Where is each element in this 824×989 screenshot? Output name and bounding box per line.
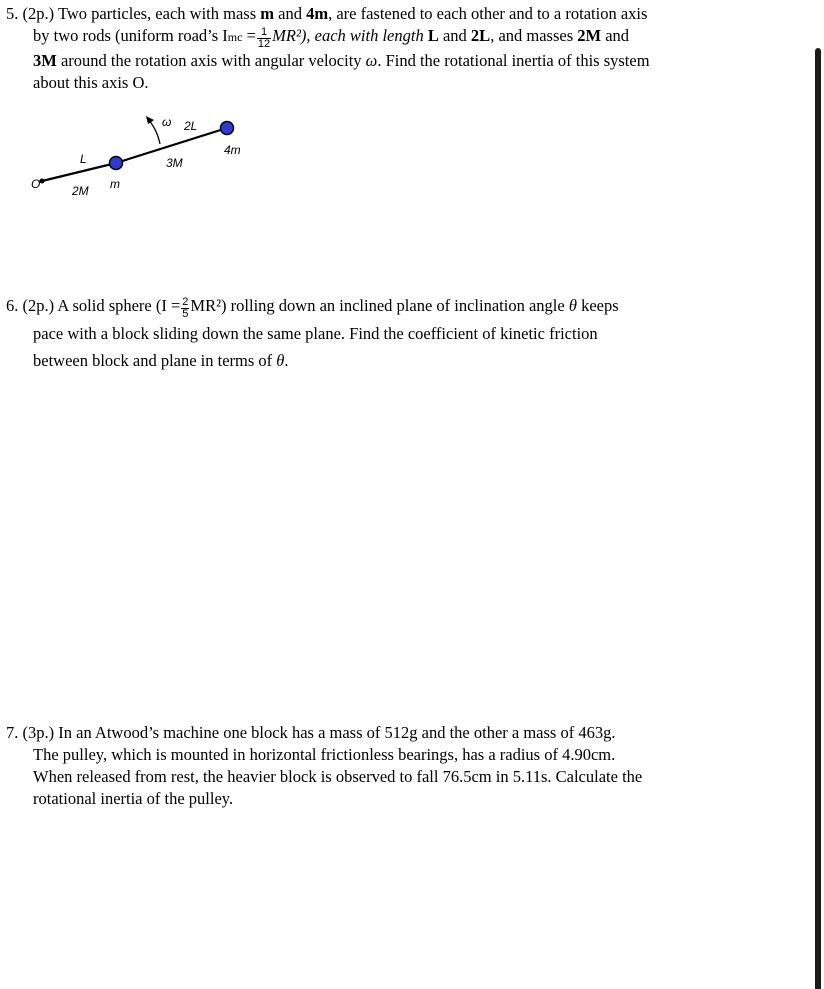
denominator: 5 — [182, 308, 189, 320]
text: . Find the rotational inertia of this system — [377, 51, 650, 70]
axis-o-label: O — [31, 177, 41, 191]
text: between block and plane in terms of — [33, 351, 273, 370]
problem-5-line-1 — [6, 3, 806, 25]
text: When released from rest, the heavier block is observed to fall 76.5cm in 5.11s. Calculate the — [33, 767, 643, 786]
problem-points: (3p.) — [22, 723, 55, 742]
text: . — [284, 351, 289, 370]
theta-symbol: θ — [568, 296, 577, 315]
text: pace with a block sliding down the same plane. Find the coefficient of kinetic friction — [33, 324, 598, 343]
particle-m — [110, 157, 123, 170]
fraction — [181, 297, 189, 320]
problem-5-line-4 — [6, 72, 806, 94]
mass-m-label: m — [110, 177, 120, 191]
theta-symbol: θ — [276, 351, 285, 370]
numerator: 1 — [260, 26, 268, 38]
omega-label: ω — [162, 115, 172, 129]
text: The pulley, which is mounted in horizontal frictionless bearings, has a radius of 4.90cm. — [33, 745, 616, 764]
subscript: mc — [227, 30, 243, 44]
problem-6-line-3 — [6, 347, 806, 374]
text: by two rods (uniform road’s I — [33, 26, 228, 45]
problem-5 — [6, 3, 806, 94]
text: A solid sphere (I = — [57, 296, 181, 315]
problem-number: 5. — [6, 4, 19, 23]
mass-4m-label: 4m — [224, 143, 241, 157]
problem-points: (2p.) — [22, 296, 55, 315]
length-l-label: L — [80, 152, 87, 166]
text: about this axis O. — [33, 73, 149, 92]
text: Two particles, each with mass — [57, 4, 257, 23]
problem-5-line-3 — [6, 50, 806, 72]
mass-3m-label: 3M — [166, 156, 183, 170]
mass-2m-label: 2M — [72, 184, 89, 198]
text: and — [605, 26, 630, 45]
particle-4m — [221, 122, 234, 135]
text: keeps — [581, 296, 619, 315]
problem-7-line-3 — [6, 766, 806, 788]
fraction — [257, 27, 271, 50]
problem-number: 7. — [6, 723, 19, 742]
problem-6 — [6, 292, 806, 374]
text: around the rotation axis with angular velocity — [60, 51, 362, 70]
problem-7-line-1 — [6, 722, 806, 744]
length-2l-label: 2L — [184, 119, 198, 133]
problem-7-line-4 — [6, 788, 806, 810]
length-label: L — [427, 26, 439, 45]
problem-7 — [6, 722, 806, 810]
mass-label: 2M — [577, 26, 602, 45]
problem-5-line-2 — [6, 25, 806, 50]
problem-7-line-2 — [6, 744, 806, 766]
omega-symbol: ω — [365, 51, 378, 70]
formula: MR²), each with length — [272, 26, 424, 45]
problem-number: 6. — [6, 296, 19, 315]
text: MR²) rolling down an inclined plane of inclination angle — [190, 296, 565, 315]
rod-2m — [42, 163, 116, 181]
length-label: 2L — [470, 26, 491, 45]
mass-label: m — [260, 4, 274, 23]
denominator: 12 — [257, 38, 271, 50]
problem-6-line-1 — [6, 292, 806, 320]
text: , and masses — [490, 26, 574, 45]
problem-6-line-2 — [6, 320, 806, 347]
arrow-head — [146, 116, 154, 124]
text: , are fastened to each other and to a rotation axis — [328, 4, 648, 23]
text: = — [242, 26, 256, 45]
numerator: 2 — [182, 296, 189, 308]
mass-label: 4m — [306, 4, 329, 23]
text: In an Atwood’s machine one block has a mass of 512g and the other a mass of 463g. — [58, 723, 616, 742]
mass-label: 3M — [33, 51, 57, 70]
text: and — [278, 4, 302, 23]
rotating-rods-diagram — [30, 108, 260, 208]
text: rotational inertia of the pulley. — [33, 789, 234, 808]
problem-points: (2p.) — [22, 4, 55, 23]
text: and — [442, 26, 467, 45]
scrollbar[interactable] — [815, 48, 821, 989]
